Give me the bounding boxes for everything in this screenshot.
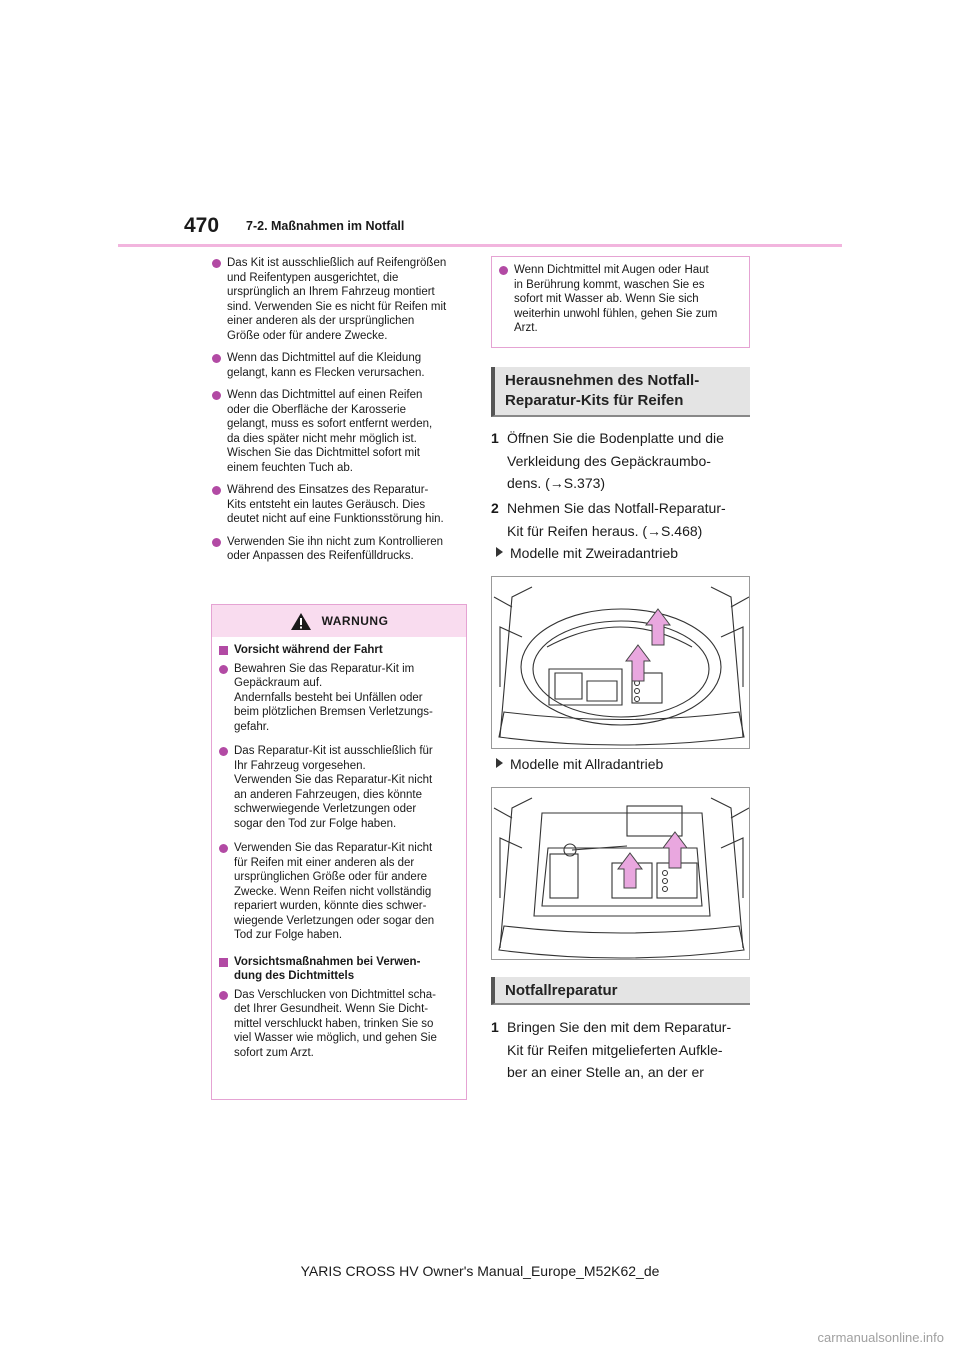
figure-2wd-trunk (491, 576, 750, 749)
watermark: carmanualsonline.info (817, 1330, 944, 1345)
page-number: 470 (184, 214, 220, 237)
header-rule (118, 244, 842, 247)
step-item: 2 Nehmen Sie das Notfall-Reparatur- Kit für Reifen heraus. (→S.468) (491, 500, 726, 539)
warning-subheading: Vorsicht während der Fahrt (218, 643, 460, 658)
model-label-4wd: Modelle mit Allradantrieb (496, 754, 663, 774)
trunk-4wd-illustration (492, 788, 750, 960)
warning-box (211, 604, 467, 1100)
list-item: Während des Einsatzes des Reparatur- Kits entsteht ein lautes Geräusch. Dies deutet nicht auf eine Funktionsstörung hin. (211, 483, 473, 527)
arrow-up-icon (646, 609, 670, 645)
warning-subheading: Vorsichtsmaßnahmen bei Verwen- dung des Dichtmittels (218, 955, 460, 984)
bullet-dot-icon (212, 354, 221, 363)
list-item: Das Verschlucken von Dichtmittel scha- det Ihrer Gesundheit. Wenn Sie Dicht- mittel verschluckt haben, trinken Sie so viel Wasser wie möglich, und gehen Sie sofort zum Arzt. (218, 988, 460, 1061)
bullet-dot-icon (499, 266, 508, 275)
bullet-dot-icon (219, 991, 228, 1000)
square-bullet-icon (219, 646, 228, 655)
bullet-dot-icon (219, 844, 228, 853)
section-heading-repair: Notfallreparatur (491, 977, 750, 1005)
arrow-up-icon (618, 853, 642, 888)
list-item: Das Reparatur-Kit ist ausschließlich für Ihr Fahrzeug vorgesehen. Verwenden Sie das Reparatur-Kit nicht an anderen Fahrzeugen, dies könnte schwerwiegende Verletzungen oder sogar den Tod zur Folge haben. (218, 744, 460, 831)
list-item: Verwenden Sie das Reparatur-Kit nicht für Reifen mit einer anderen als der ursprünglichen Größe oder für andere Zwecke. Wenn Reifen nicht vollständig repariert wurden, könnte dies schwer- wiegende Verletzungen oder sogar den Tod zur Folge haben. (218, 841, 460, 943)
triangle-bullet-icon (496, 758, 503, 768)
trunk-2wd-illustration (492, 577, 750, 749)
warning-triangle-icon (290, 612, 312, 631)
list-item: Verwenden Sie ihn nicht zum Kontrollieren oder Anpassen des Reifenfülldrucks. (211, 535, 473, 564)
note-box (491, 256, 750, 348)
figure-4wd-trunk (491, 787, 750, 960)
model-label-2wd: Modelle mit Zweiradantrieb (496, 543, 678, 563)
square-bullet-icon (219, 958, 228, 967)
step-item: 1 Öffnen Sie die Bodenplatte und die Verkleidung des Gepäckraumbo- dens. (→S.373) (491, 430, 724, 491)
footer-text: YARIS CROSS HV Owner's Manual_Europe_M52K62_de (300, 1263, 660, 1279)
bullet-dot-icon (212, 486, 221, 495)
bullet-dot-icon (212, 391, 221, 400)
bullet-dot-icon (219, 747, 228, 756)
warning-header (212, 605, 466, 637)
section-title: 7-2. Maßnahmen im Notfall (246, 219, 405, 233)
list-item: Wenn das Dichtmittel auf einen Reifen oder die Oberfläche der Karosserie gelangt, muss es sofort entfernt werden, da dies später nicht mehr möglich ist. Wischen Sie das Dichtmittel sofort mit einem feuchten Tuch ab. (211, 388, 473, 475)
list-item: Das Kit ist ausschließlich auf Reifengrößen und Reifentypen ausgerichtet, die ursprünglich an Ihrem Fahrzeug montiert sind. Verwenden Sie es nicht für Reifen mit einer anderen als der ursprünglichen Größe oder für andere Zwecke. (211, 256, 473, 343)
arrow-up-icon (626, 645, 650, 681)
bullet-dot-icon (219, 665, 228, 674)
list-item: Wenn das Dichtmittel auf die Kleidung gelangt, kann es Flecken verursachen. (211, 351, 473, 380)
step-item: 1 Bringen Sie den mit dem Reparatur- Kit für Reifen mitgelieferten Aufkle- ber an einer Stelle an, an der er (491, 1019, 732, 1080)
left-bullet-list (211, 256, 473, 572)
warning-title: WARNUNG (321, 614, 389, 628)
section-heading-removal: Herausnehmen des Notfall- Reparatur-Kits für Reifen (491, 367, 750, 417)
bullet-dot-icon (212, 259, 221, 268)
list-item: Bewahren Sie das Reparatur-Kit im Gepäckraum auf. Andernfalls besteht bei Unfällen oder beim plötzlichen Bremsen Verletzungs- gefahr. (218, 662, 460, 735)
triangle-bullet-icon (496, 547, 503, 557)
bullet-dot-icon (212, 538, 221, 547)
list-item: Wenn Dichtmittel mit Augen oder Haut in Berührung kommt, waschen Sie es sofort mit Wasser ab. Wenn Sie sich weiterhin unwohl fühlen, gehen Sie zum Arzt. (498, 263, 743, 336)
